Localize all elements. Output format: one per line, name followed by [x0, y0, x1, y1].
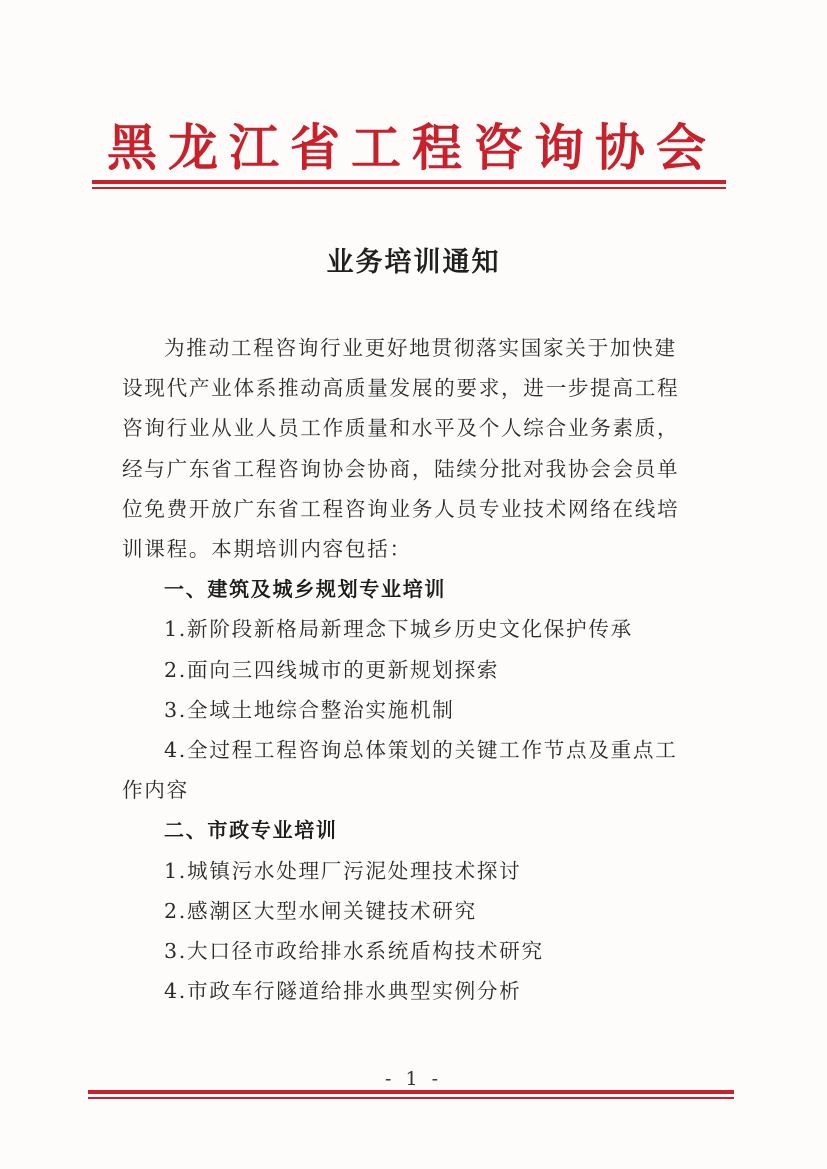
letterhead-org-name: 黑龙江省工程咨询协会 [107, 118, 717, 177]
section-heading-architecture: 一、建筑及城乡规划专业培训 [164, 577, 447, 602]
footer-rule-thick [88, 1090, 734, 1094]
list-item: 4.市政车行隧道给排水典型实例分析 [164, 979, 522, 1004]
list-item: 2.面向三四线城市的更新规划探索 [164, 657, 500, 682]
list-item: 1.城镇污水处理厂污泥处理技术探讨 [164, 858, 522, 883]
letterhead-rule-thick [92, 180, 726, 184]
list-item: 3.全域土地综合整治实施机制 [164, 697, 455, 722]
list-item: 1.新阶段新格局新理念下城乡历史文化保护传承 [164, 617, 633, 642]
letterhead-rule-thin [92, 187, 726, 189]
list-item: 2.感潮区大型水闸关键技术研究 [164, 898, 477, 923]
intro-paragraph: 为推动工程咨询行业更好地贯彻落实国家关于加快建设现代产业体系推动高质量发展的要求，进一步提高工程咨询行业从业人员工作质量和水平及个人综合业务素质，经与广东省工程咨询协会协商，陆续分批对我协会会员单位免费开放广东省工程咨询业务人员专业技术网络在线培训课程。本期培训内容包括： [122, 336, 680, 562]
section-heading-municipal: 二、市政专业培训 [164, 818, 338, 843]
page-number: - 1 - [384, 1068, 442, 1090]
document-body [122, 328, 692, 1011]
list-item: 3.大口径市政给排水系统盾构技术研究 [164, 939, 544, 964]
list-item: 4.全过程工程咨询总体策划的关键工作节点及重点工作内容 [122, 738, 678, 803]
footer-rule-thin [88, 1097, 734, 1099]
document-title: 业务培训通知 [326, 247, 501, 278]
